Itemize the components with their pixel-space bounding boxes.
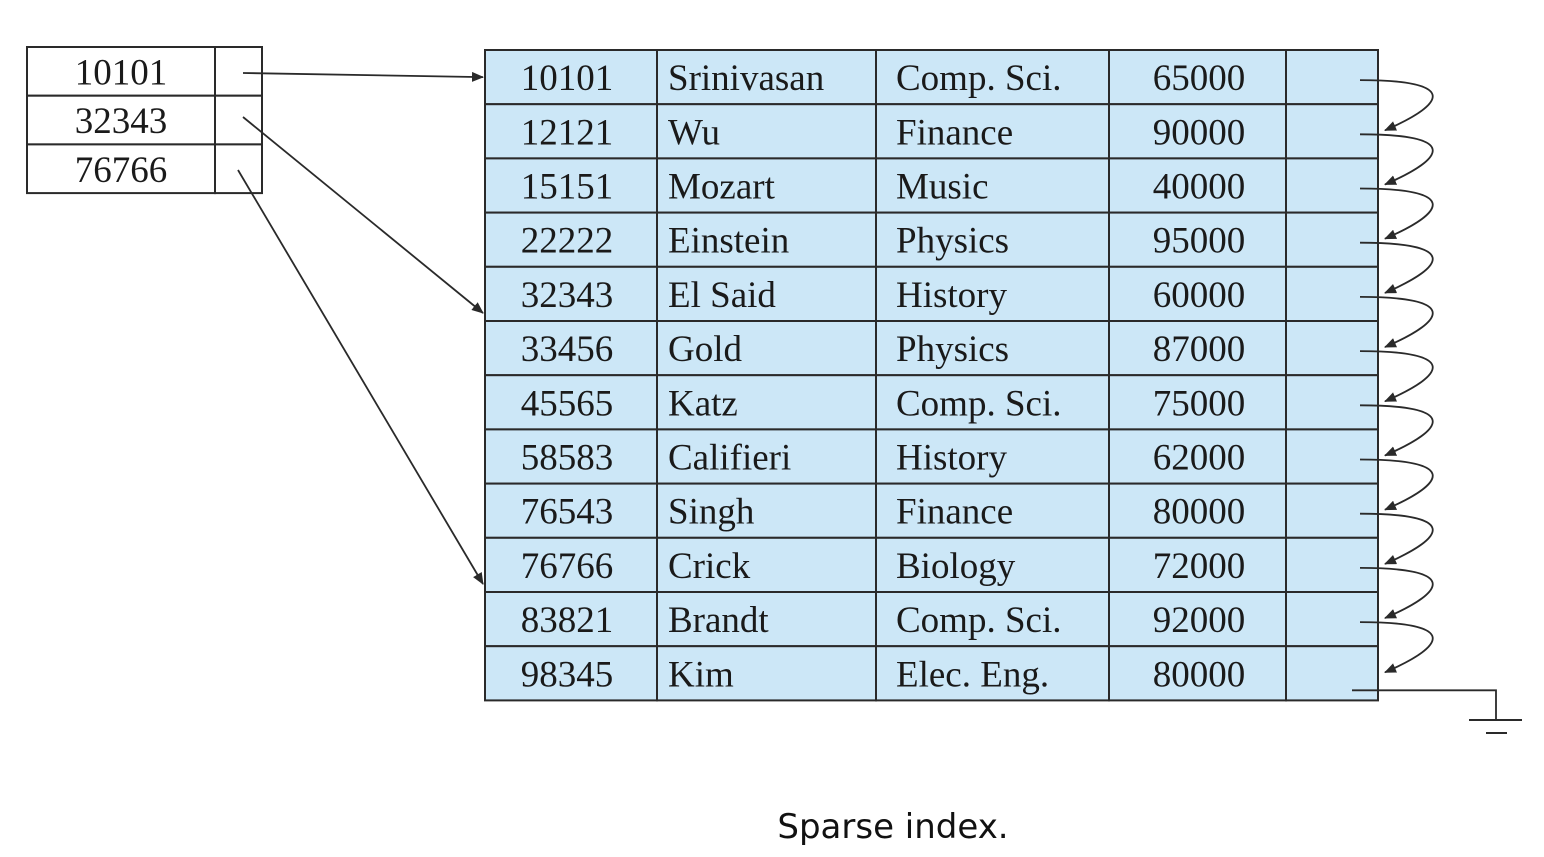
record-salary: 80000 — [1152, 654, 1246, 696]
record-pointer-cell — [1286, 267, 1378, 321]
record-row — [485, 321, 1378, 375]
index-key: 76766 — [74, 149, 168, 191]
data-file — [485, 50, 1378, 700]
record-row — [485, 104, 1378, 158]
record-id: 83821 — [520, 600, 614, 642]
record-name: Crick — [668, 545, 751, 587]
record-dept: Physics — [896, 329, 1010, 371]
record-row — [485, 646, 1378, 700]
record-row — [485, 375, 1378, 429]
figure-caption: Sparse index. — [777, 807, 1009, 847]
record-salary: 90000 — [1152, 112, 1246, 154]
record-dept: Finance — [896, 491, 1014, 533]
index-entry — [27, 144, 262, 193]
record-salary: 95000 — [1152, 220, 1246, 262]
record-id: 15151 — [520, 166, 614, 208]
record-id: 76543 — [520, 491, 614, 533]
record-dept: Physics — [896, 220, 1010, 262]
record-salary: 92000 — [1152, 600, 1246, 642]
index-entry — [27, 96, 262, 145]
index-file — [27, 47, 262, 193]
record-salary: 80000 — [1152, 491, 1246, 533]
record-dept: History — [896, 274, 1007, 316]
record-row — [485, 213, 1378, 267]
record-pointer-cell — [1286, 592, 1378, 646]
record-dept: Finance — [896, 112, 1014, 154]
record-name: Wu — [668, 112, 720, 154]
record-row — [485, 484, 1378, 538]
index-pointer-cell — [215, 47, 262, 96]
record-salary: 87000 — [1152, 329, 1246, 371]
index-entry — [27, 47, 262, 96]
record-name: Einstein — [668, 220, 790, 262]
index-pointers — [238, 73, 483, 584]
record-salary: 60000 — [1152, 274, 1246, 316]
record-name: Kim — [668, 654, 734, 696]
record-name: Srinivasan — [668, 58, 825, 100]
record-pointer-cell — [1286, 158, 1378, 212]
index-pointer-cell — [215, 96, 262, 145]
record-pointer-cell — [1286, 104, 1378, 158]
record-pointer-cell — [1286, 375, 1378, 429]
record-id: 22222 — [520, 220, 614, 262]
record-pointer-cell — [1286, 213, 1378, 267]
index-pointer-arrow — [243, 73, 483, 77]
record-id: 58583 — [520, 437, 614, 479]
record-row — [485, 50, 1378, 104]
record-id: 76766 — [520, 545, 614, 587]
record-name: Califieri — [668, 437, 792, 479]
record-pointer-cell — [1286, 538, 1378, 592]
record-salary: 65000 — [1152, 58, 1246, 100]
record-salary: 62000 — [1152, 437, 1246, 479]
record-name: Brandt — [668, 600, 769, 642]
record-name: Gold — [668, 329, 742, 371]
record-pointer-cell — [1286, 646, 1378, 700]
record-row — [485, 592, 1378, 646]
record-pointer-cell — [1286, 484, 1378, 538]
record-id: 98345 — [520, 654, 614, 696]
record-row — [485, 267, 1378, 321]
record-pointer-cell — [1286, 321, 1378, 375]
record-name: Singh — [668, 491, 755, 533]
record-salary: 75000 — [1152, 383, 1246, 425]
record-dept: Comp. Sci. — [896, 58, 1062, 100]
record-id: 10101 — [520, 58, 614, 100]
record-pointer-cell — [1286, 429, 1378, 483]
record-dept: Biology — [896, 545, 1016, 587]
record-pointer-cell — [1286, 50, 1378, 104]
record-id: 12121 — [520, 112, 614, 154]
record-id: 32343 — [520, 274, 614, 316]
record-name: Katz — [668, 383, 738, 425]
index-key: 10101 — [74, 52, 168, 94]
record-row — [485, 158, 1378, 212]
record-salary: 40000 — [1152, 166, 1246, 208]
index-key: 32343 — [74, 101, 168, 143]
index-pointer-arrow — [243, 117, 483, 313]
record-dept: History — [896, 437, 1007, 479]
record-dept: Comp. Sci. — [896, 600, 1062, 642]
record-dept: Music — [896, 166, 989, 208]
record-row — [485, 429, 1378, 483]
record-row — [485, 538, 1378, 592]
record-salary: 72000 — [1152, 545, 1246, 587]
record-id: 45565 — [520, 383, 614, 425]
record-id: 33456 — [520, 329, 614, 371]
record-name: El Said — [668, 274, 776, 316]
record-dept: Comp. Sci. — [896, 383, 1062, 425]
record-name: Mozart — [668, 166, 775, 208]
index-pointer-cell — [215, 144, 262, 193]
record-dept: Elec. Eng. — [896, 654, 1050, 696]
index-pointer-arrow — [238, 170, 483, 584]
